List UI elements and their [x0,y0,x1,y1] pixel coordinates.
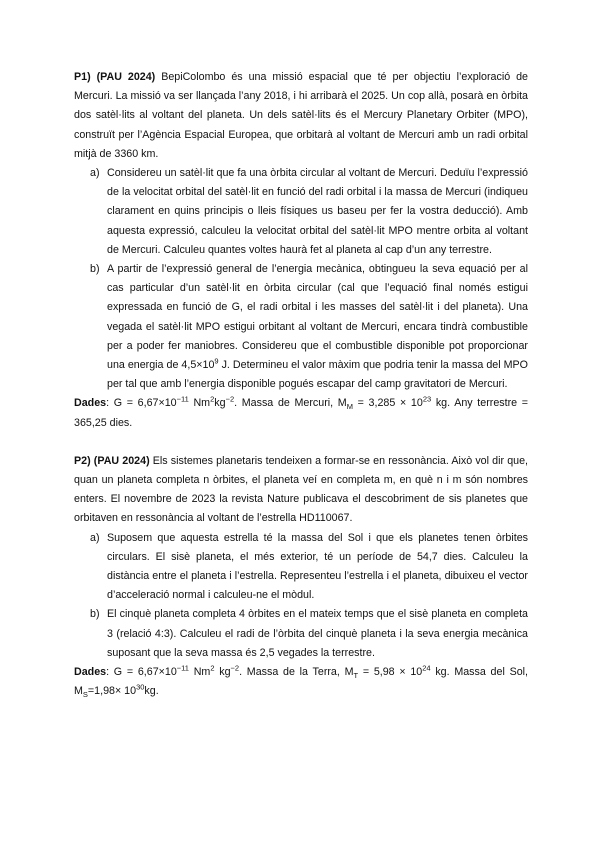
p2-dades-sun-exp: 30 [136,682,145,692]
p1-item-b-marker: b) [90,263,100,276]
p1-item-b-exponent: 9 [214,356,219,366]
p2-item-a-marker: a) [90,531,100,544]
p1-dades-g-exp: −11 [176,394,189,404]
p2-dades-earth-label: . Massa de la Terra, M [239,666,354,679]
p2-dades-g: : G = 6,67×10 [106,666,177,679]
p2-item-a-text: Suposem que aquesta estrella té la massa del Sol i que els planetes tenen òrbites circulars. El sisè planeta, el més exterior, té un període de 54,7 dies. Calculeu la distància entre el planeta i l’estrella. Representeu l’estrella i el planeta, dibuixeu el vector d’acceleració normal i calculeu-ne el mòdul. [107,531,528,602]
p2-items [74,529,528,663]
p2-item-b-text: El cinquè planeta completa 4 òrbites en el mateix temps que el sisè planeta en completa 3 (relació 4:3). Calculeu el radi de l’òrbita del cinquè planeta i la seva energia mecànica suposant que la seva massa és 2,5 vegades la terrestre. [107,608,528,659]
p2-intro-text: Els sistemes planetaris tendeixen a formar-se en ressonància. Això vol dir que, quan un planeta completa n òrbites, el planeta veí en completa m, en què n i m són nombres enters. El novembre de 2023 la revista Nature publicava el descobriment de sis planetes que orbitaven en ressonància al voltant de l’estrella HD110067. [74,454,528,525]
p1-dades-g: : G = 6,67×10 [106,397,177,410]
p1-dades-mass-value: = 3,285 × 10 [352,397,423,410]
p2-dades-g-unit-a: Nm [188,666,211,679]
p1-dades-mass-exp: 23 [422,394,432,404]
p1-item-a-marker: a) [90,167,100,180]
p1-dades-mass-sub: M [346,402,353,412]
p1-dades-tail: kg. Any terrestre = 365,25 dies. [74,397,529,429]
p1-dades-g-unit-a: Nm [188,397,211,410]
p2-dades [74,663,528,701]
p2-dades-earth-value: = 5,98 × 10 [358,666,423,679]
p2-dades-sun-label: kg. Massa del Sol, M [74,666,528,698]
p1-intro [74,68,528,164]
p2-dades-earth-exp: 24 [422,663,431,673]
p2-dades-label: Dades [74,666,107,679]
p1-intro-text: BepiColombo és una missió espacial que té per objectiu l’exploració de Mercuri. La missió va ser llançada l’any 2018, i hi arribarà el 2025. Un cop allà, posarà en òrbita dos satèl·lits al voltant del planeta. Un dels satèl·lits és el Mercury Planetary Orbiter (MPO), construït per l’Agència Espacial Europea, que orbitarà al voltant de Mercuri amb un radi orbital mitjà de 3360 km. [74,71,528,160]
p1-dades-g-unit-exp-b: −2 [225,394,235,404]
p2-dades-g-unit-b: kg [214,666,231,679]
p2-dades-sun-sub: S [82,690,88,700]
p2-dades-g-unit-exp-b: −2 [230,663,240,673]
p1-id: P1) (PAU 2024) [74,71,156,83]
document-page [74,68,528,702]
p1-item-b-text-after: J. Determineu el valor màxim que podria tenir la massa del MPO per tal que amb l’energia disponible pogués escapar del camp gravitatori de Mercuri. [107,359,528,391]
problem-p2 [74,452,528,702]
p1-item-a-text: Considereu un satèl·lit que fa una òrbita circular al voltant de Mercuri. Deduïu l’expressió de la velocitat orbital del satèl·lit en funció del radi orbital i la massa de Mercuri (indiqueu clarament en quins principis o lleis físiques us baseu per fer la vostra deducció). Amb aquesta expressió, calculeu la velocitat orbital del satèl·lit MPO mentre orbita al voltant de Mercuri. Calculeu quantes voltes haurà fet al planeta al cap d’un any terrestre. [107,167,528,256]
p2-id: P2) (PAU 2024) [74,454,150,467]
p2-item-b-marker: b) [90,608,100,621]
p2-dades-tail: kg. [144,685,159,698]
p1-dades-g-unit-b: kg [214,397,226,410]
p2-item-b [74,605,528,663]
p1-items [74,164,528,394]
p1-dades [74,394,528,432]
p2-dades-g-unit-exp-a: 2 [210,663,215,673]
p1-item-a [74,164,528,260]
p1-dades-g-unit-exp-a: 2 [210,394,215,404]
p1-dades-label: Dades [74,397,107,410]
p1-item-b-text-before: A partir de l’expressió general de l’energia mecànica, obtingueu la seva equació per al cas particular d’un satèl·lit en òrbita circular (cal que l’equació final només estigui expressada en funció de G, el radi orbital i les masses del satèl·lit i del planeta). Una vegada el satèl·lit MPO estigui orbitant al voltant de Mercuri, encara tindrà combustible per a poder fer maniobres. Considereu que el combustible disponible pot proporcionar una energia de 4,5×10 [107,263,528,372]
p2-intro [74,452,528,529]
problem-p1 [74,68,528,433]
p2-dades-sun-value: =1,98× 10 [87,685,137,698]
p2-item-a [74,529,528,606]
p1-item-b [74,260,528,394]
p2-dades-earth-sub: T [353,671,359,681]
p1-dades-mass-label: . Massa de Mercuri, M [234,397,347,410]
p2-dades-g-exp: −11 [176,663,189,673]
